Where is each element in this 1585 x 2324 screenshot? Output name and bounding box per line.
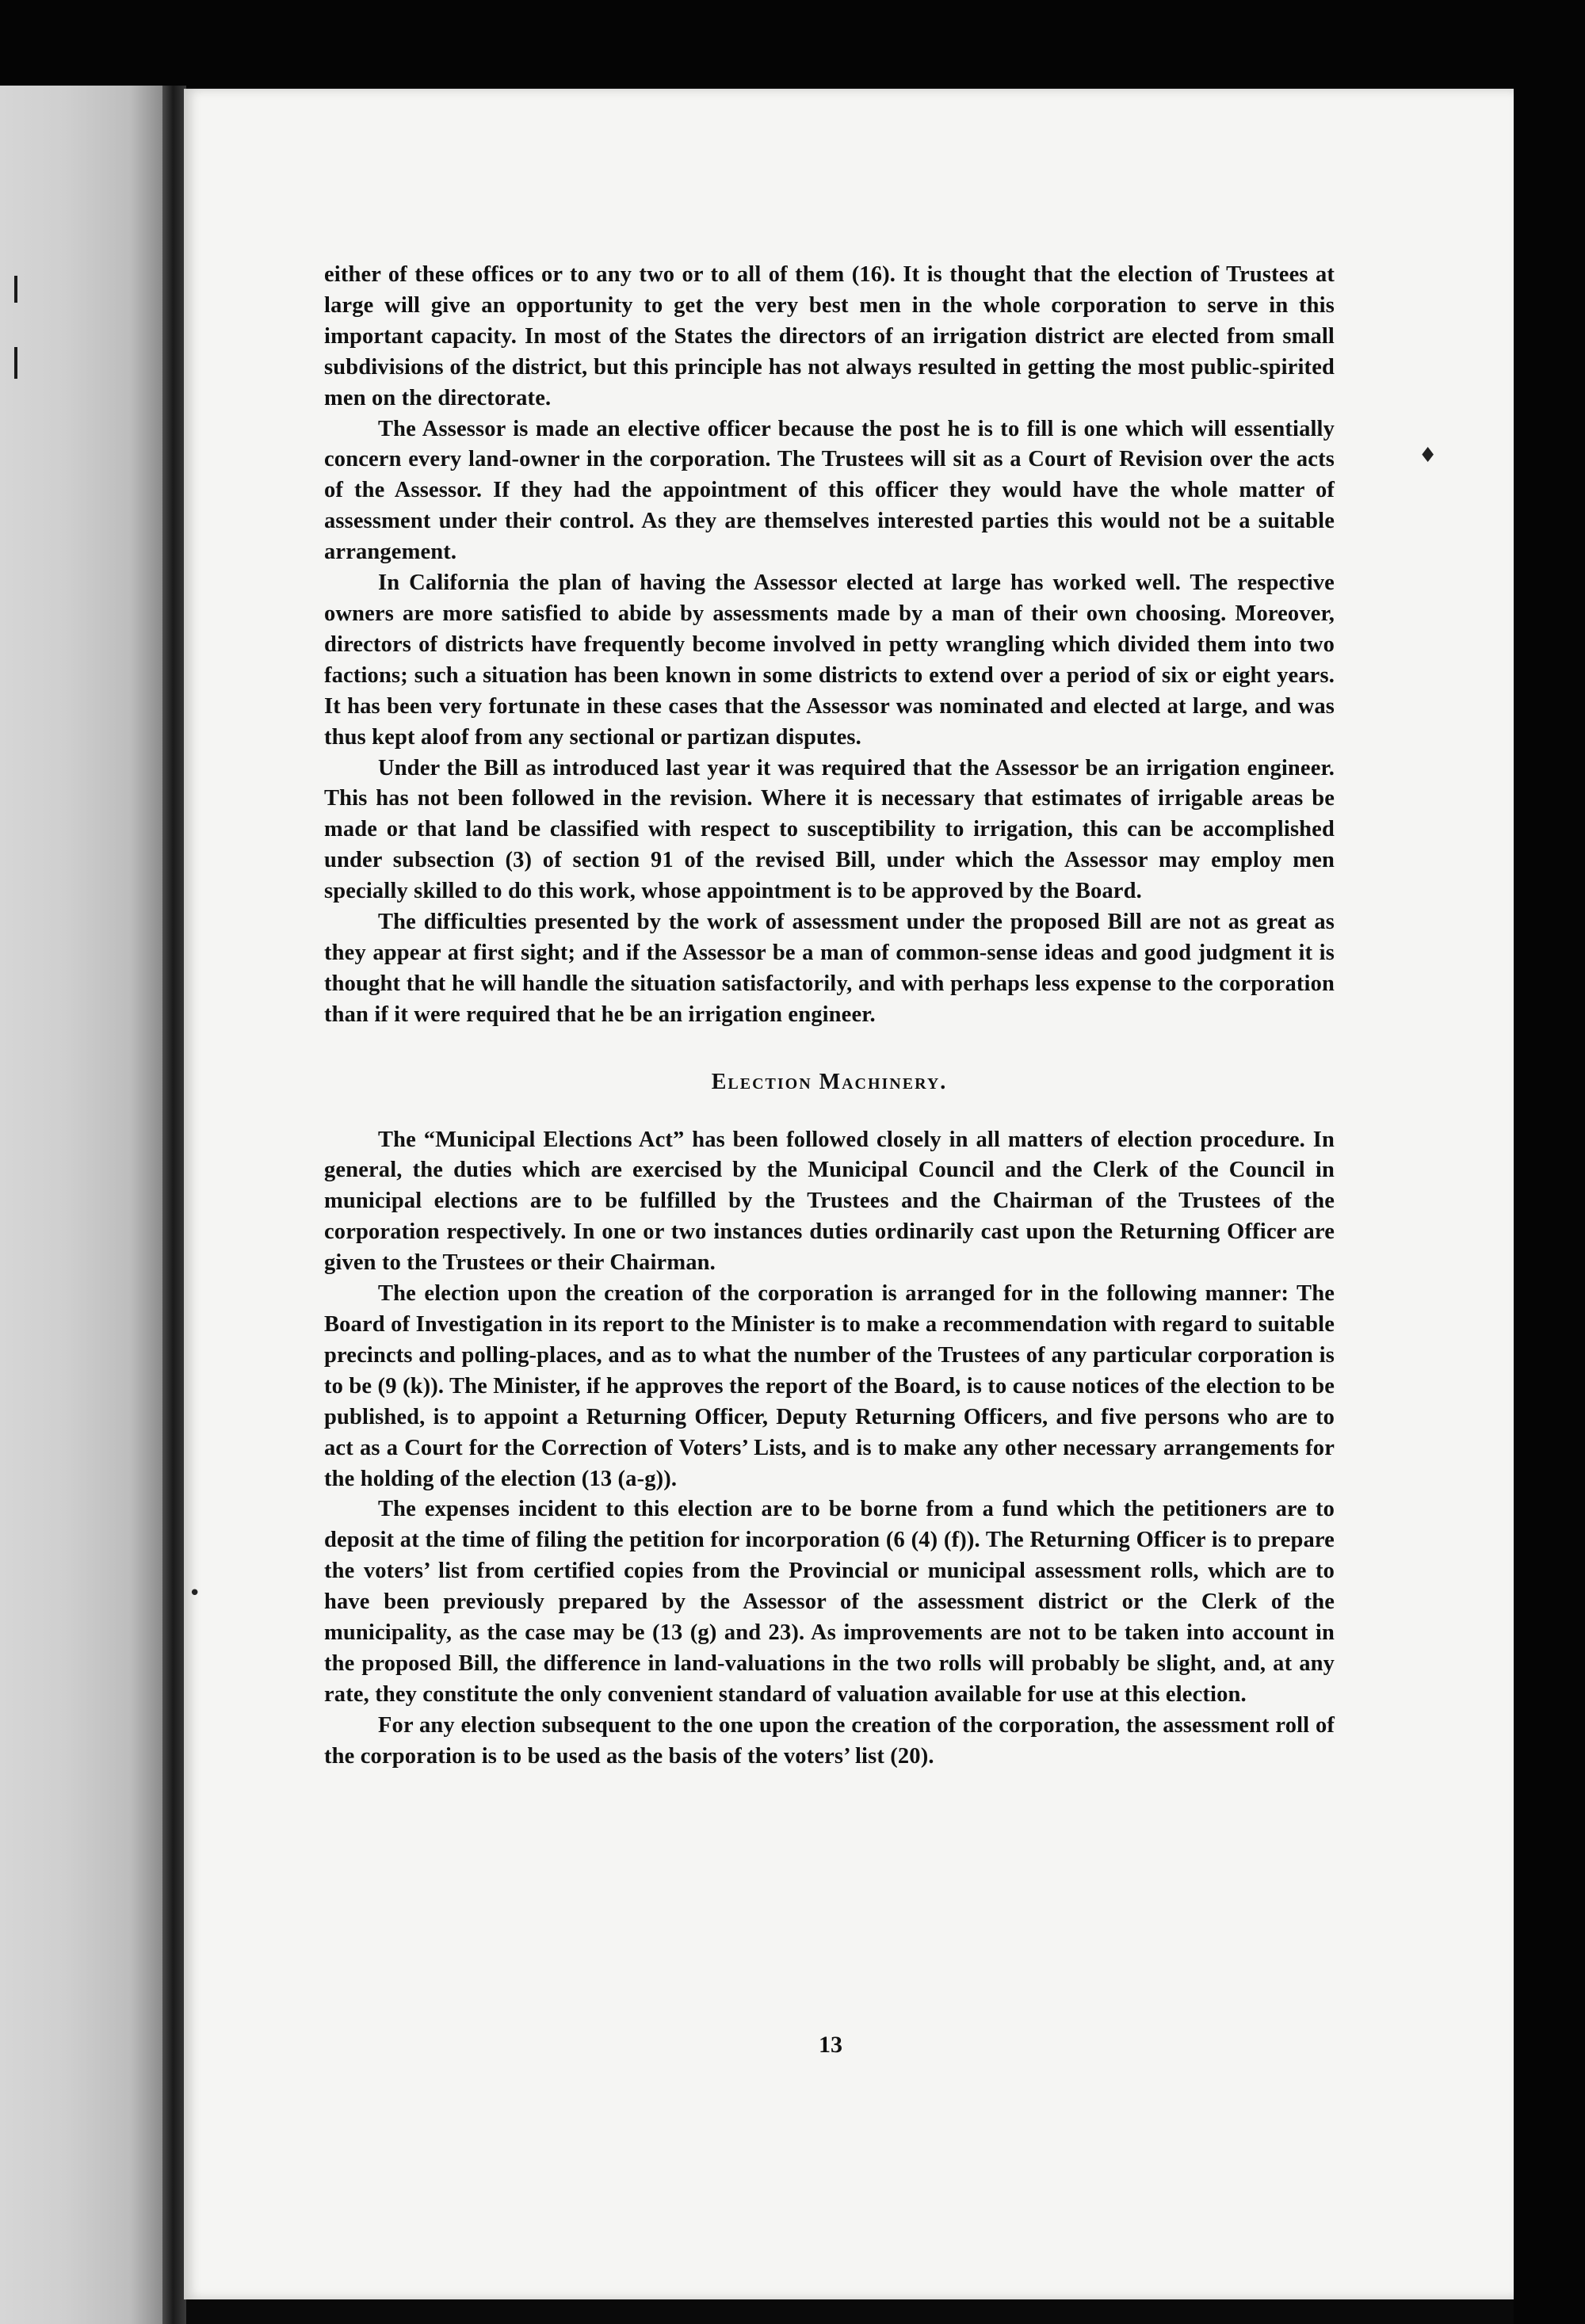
edge-mark — [14, 276, 17, 303]
paragraph: In California the plan of having the Assessor elected at large has worked well. The respective owners are more satisfied to abide by assessments made by a man of their own choosing. Moreover, directors of districts have frequently become involved in petty wrangling which divided them into two factions; such a situation has been known in some districts to extend over a period of six or eight years. It has been very fortunate in these cases that the Assessor was nominated and elected at large, and was thus kept aloof from any sectional or partizan disputes. — [324, 571, 1335, 750]
paragraph: either of these offices or to any two or to all of them (16). It is thought that the election of Trustees at large will give an opportunity to get the very best men in the whole corporation to serve in this important capacity. In most of the States the directors of an irrigation district are elected from small subdivisions of the district, but this principle has not always resulted in getting the most public-spirited men on the directorate. — [324, 262, 1335, 410]
paragraph: The Assessor is made an elective officer because the post he is to fill is one which will essentially concern every land-owner in the corporation. The Trustees will sit as a Court of Revision over the acts of the Assessor. If they had the appointment of this officer they would have the whole matter of assessment under their control. As they are themselves interested parties this would not be a suitable arrangement. — [324, 416, 1335, 565]
page-number: 13 — [819, 2032, 842, 2058]
scan-border-top — [0, 0, 1585, 87]
paragraph: The difficulties presented by the work of assessment under the proposed Bill are not as great as they appear at first sight; and if the Assessor be a man of common-sense ideas and good judgment it is thought that he will handle the situation satisfactorily, and with perhaps less expense to the corporation than if it were required that he be an irrigation engineer. — [324, 910, 1335, 1027]
paragraph: The election upon the creation of the corporation is arranged for in the following manner: The Board of Investigation in its report to the Minister is to make a recommendation with regard to suitable precincts and polling-places, and as to what the number of the Trustees of any particular corporation is to be (9 (k)). The Minister, if he approves the report of the Board, is to cause notices of the election to be published, is to appoint a Returning Officer, Deputy Returning Officers, and five persons who are to act as a Court for the Correction of Voters’ Lists, and is to make any other necessary arrangements for the holding of the election (13 (a-g)). — [324, 1281, 1335, 1491]
scan-border-right — [1514, 86, 1585, 2324]
paragraph: Under the Bill as introduced last year it was required that the Assessor be an irrigation engineer. This has not been followed in the revision. Where it is necessary that estimates of irrigable areas be made or that land be classified with respect to susceptibility to irrigation, this can be accomplished under subsection (3) of section 91 of the revised Bill, under which the Assessor may employ men specially skilled to do this work, whose appointment is to be approved by the Board. — [324, 755, 1335, 904]
margin-speck: ♦ — [1419, 444, 1438, 467]
facing-page-edge — [0, 86, 162, 2324]
paragraph: For any election subsequent to the one upon the creation of the corporation, the assessment roll of the corporation is to be used as the basis of the voters’ list (20). — [324, 1712, 1335, 1769]
section-heading: Election Machinery. — [711, 1069, 948, 1094]
body-text — [324, 260, 1335, 1773]
margin-speck: • — [189, 1582, 201, 1605]
book-gutter — [162, 86, 186, 2324]
paragraph: The “Municipal Elections Act” has been followed closely in all matters of election procedure. In general, the duties which are exercised by the Municipal Council and the Clerk of the Council in municipal elections are to be fulfilled by the Trustees and the Chairman of the Trustees of the corporation respectively. In one or two instances duties ordinarily cast upon the Returning Officer are given to the Trustees or their Chairman. — [324, 1127, 1335, 1276]
edge-mark — [14, 347, 17, 379]
paragraph: The expenses incident to this election are to be borne from a fund which the petitioners are to deposit at the time of filing the petition for incorporation (6 (4) (f)). The Returning Officer is to prepare the voters’ list from certified copies from the Provincial or municipal assessment rolls, which are to have been previously prepared by the Assessor of the assessment district or the Clerk of the municipality, as the case may be (13 (g) and 23). As improvements are not to be taken into account in the proposed Bill, the difference in land-valuations in the two rolls will probably be slight, and, at any rate, they constitute the only convenient standard of valuation available for use at this election. — [324, 1497, 1335, 1707]
